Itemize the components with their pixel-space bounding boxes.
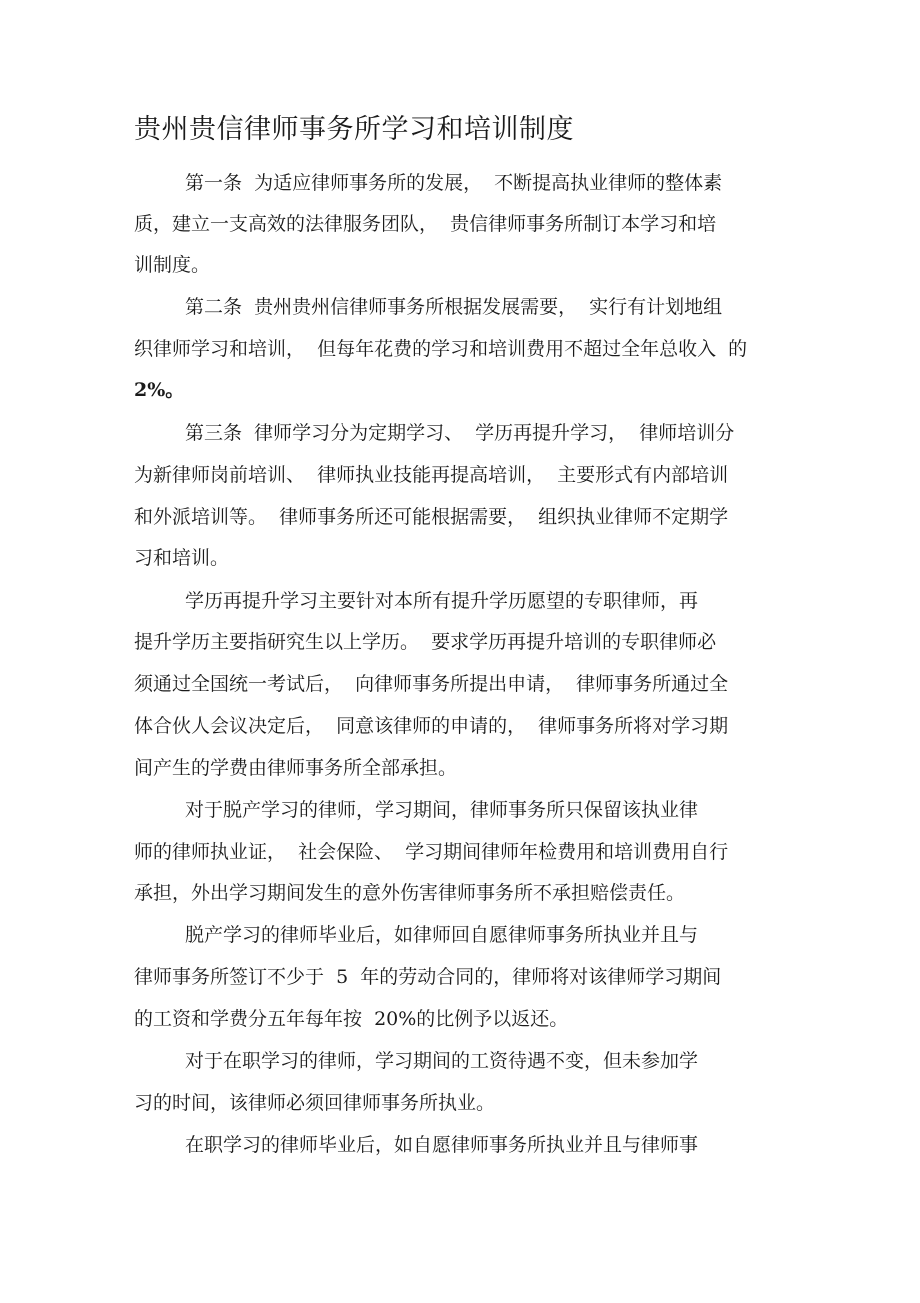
paragraph-line: 在职学习的律师毕业后，如自愿律师事务所执业并且与律师事: [185, 1134, 699, 1156]
paragraph-line: 须通过全国统一考试后， 向律师事务所提出申请， 律师事务所通过全: [134, 673, 729, 695]
paragraph-line: 织律师学习和培训， 但每年花费的学习和培训费用不超过全年总收入 的: [134, 338, 748, 360]
paragraph-line: 第二条 贵州贵州信律师事务所根据发展需要， 实行有计划地组: [185, 296, 723, 318]
paragraph-line: 质，建立一支高效的法律服务团队， 贵信律师事务所制订本学习和培: [134, 213, 717, 235]
paragraph-line: 师的律师执业证， 社会保险、 学习期间律师年检费用和培训费用自行: [134, 841, 729, 863]
paragraph-line: 2%。: [134, 379, 185, 401]
paragraph-line: 第一条 为适应律师事务所的发展， 不断提高执业律师的整体素: [185, 172, 723, 194]
paragraph-line: 律师事务所签订不少于 5 年的劳动合同的，律师将对该律师学习期间: [134, 966, 722, 988]
paragraph-line: 第三条 律师学习分为定期学习、 学历再提升学习， 律师培训分: [185, 422, 735, 444]
paragraph-line: 提升学历主要指研究生以上学历。 要求学历再提升培训的专职律师必: [134, 631, 717, 653]
paragraph-line: 承担，外出学习期间发生的意外伤害律师事务所不承担赔偿责任。: [134, 882, 686, 904]
paragraph-line: 训制度。: [134, 254, 211, 276]
paragraph-line: 习的时间，该律师必须回律师事务所执业。: [134, 1092, 496, 1114]
paragraph-line: 学历再提升学习主要针对本所有提升学历愿望的专职律师，再: [185, 590, 699, 612]
paragraph-line: 的工资和学费分五年每年按 20%的比例予以返还。: [134, 1008, 569, 1030]
paragraph-line: 间产生的学费由律师事务所全部承担。: [134, 757, 458, 779]
paragraph-line: 对于在职学习的律师，学习期间的工资待遇不变，但未参加学: [185, 1050, 699, 1072]
paragraph-line: 脱产学习的律师毕业后，如律师回自愿律师事务所执业并且与: [185, 924, 699, 946]
document-title: 贵州贵信律师事务所学习和培训制度: [134, 114, 574, 145]
paragraph-line: 体合伙人会议决定后， 同意该律师的申请的， 律师事务所将对学习期: [134, 715, 729, 737]
paragraph-line: 为新律师岗前培训、 律师执业技能再提高培训， 主要形式有内部培训: [134, 464, 729, 486]
paragraph-line: 对于脱产学习的律师，学习期间，律师事务所只保留该执业律: [185, 799, 699, 821]
paragraph-line: 习和培训。: [134, 547, 230, 569]
paragraph-line: 和外派培训等。 律师事务所还可能根据需要， 组织执业律师不定期学: [134, 506, 729, 528]
